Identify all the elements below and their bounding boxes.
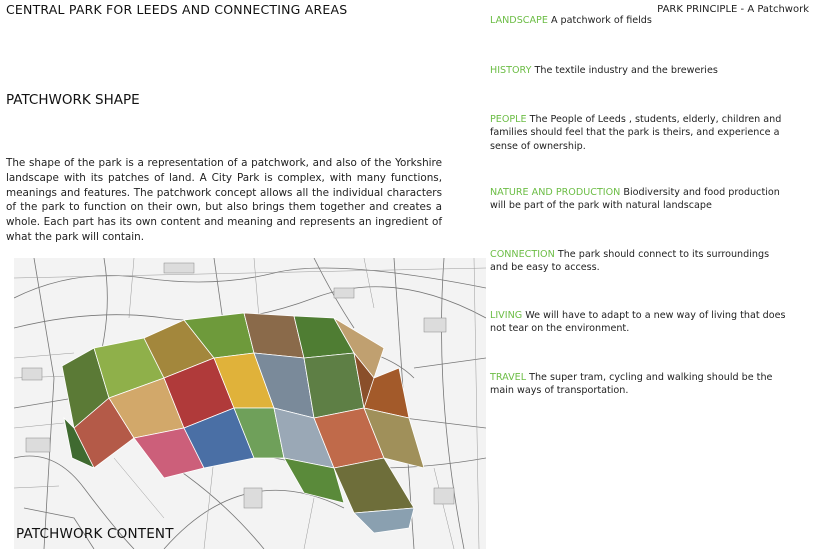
principle-item-nature-production — [490, 186, 786, 213]
principle-keyword: CONNECTION — [490, 249, 555, 260]
principle-item-people — [490, 113, 786, 153]
principle-text: The super tram, cycling and walking should be the main ways of transportation. — [490, 372, 773, 397]
principle-keyword: PEOPLE — [490, 114, 527, 125]
principle-keyword: LANDSCAPE — [490, 15, 548, 26]
map-label: PATCHWORK CONTENT — [16, 526, 174, 542]
principle-text: A patchwork of fields — [547, 15, 652, 26]
principle-text: We will have to adapt to a new way of living that does not tear on the environment. — [490, 310, 786, 335]
section-heading: PATCHWORK SHAPE — [6, 92, 140, 108]
principle-text: The park should connect to its surroundings and be easy to access. — [490, 249, 770, 274]
principle-text: The textile industry and the breweries — [531, 65, 718, 76]
principle-text: Biodiversity and food production will be part of the park with natural landscape — [490, 187, 780, 212]
patchwork-map-graphic — [14, 258, 486, 549]
page-title: CENTRAL PARK FOR LEEDS AND CONNECTING AREAS — [6, 2, 348, 17]
principle-item-living — [490, 309, 786, 336]
principle-item-travel — [490, 371, 786, 398]
principle-item-history — [490, 64, 786, 77]
principle-item-connection — [490, 248, 786, 275]
principle-keyword: TRAVEL — [490, 372, 527, 383]
principle-item-landscape — [490, 14, 786, 27]
park-principle-label: PARK PRINCIPLE - A Patchwork — [657, 4, 809, 15]
patchwork-map — [14, 258, 486, 549]
principle-keyword: HISTORY — [490, 65, 532, 76]
section-body-text: The shape of the park is a representation of a patchwork, and also of the Yorkshire landscape with its patches of land. A City Park is complex, with many functions, meanings and features. The patchwork concept allows all the individual characters of the park to function on their own, but also brings them together and creates a whole. Each part has its own content and meaning and represents an ingredient of what the park will contain. — [6, 157, 442, 243]
principle-keyword: NATURE AND PRODUCTION — [490, 187, 621, 198]
principle-text: The People of Leeds , students, elderly, children and families should feel that the park is theirs, and experience a sense of ownership. — [490, 114, 782, 152]
principle-keyword: LIVING — [490, 310, 523, 321]
